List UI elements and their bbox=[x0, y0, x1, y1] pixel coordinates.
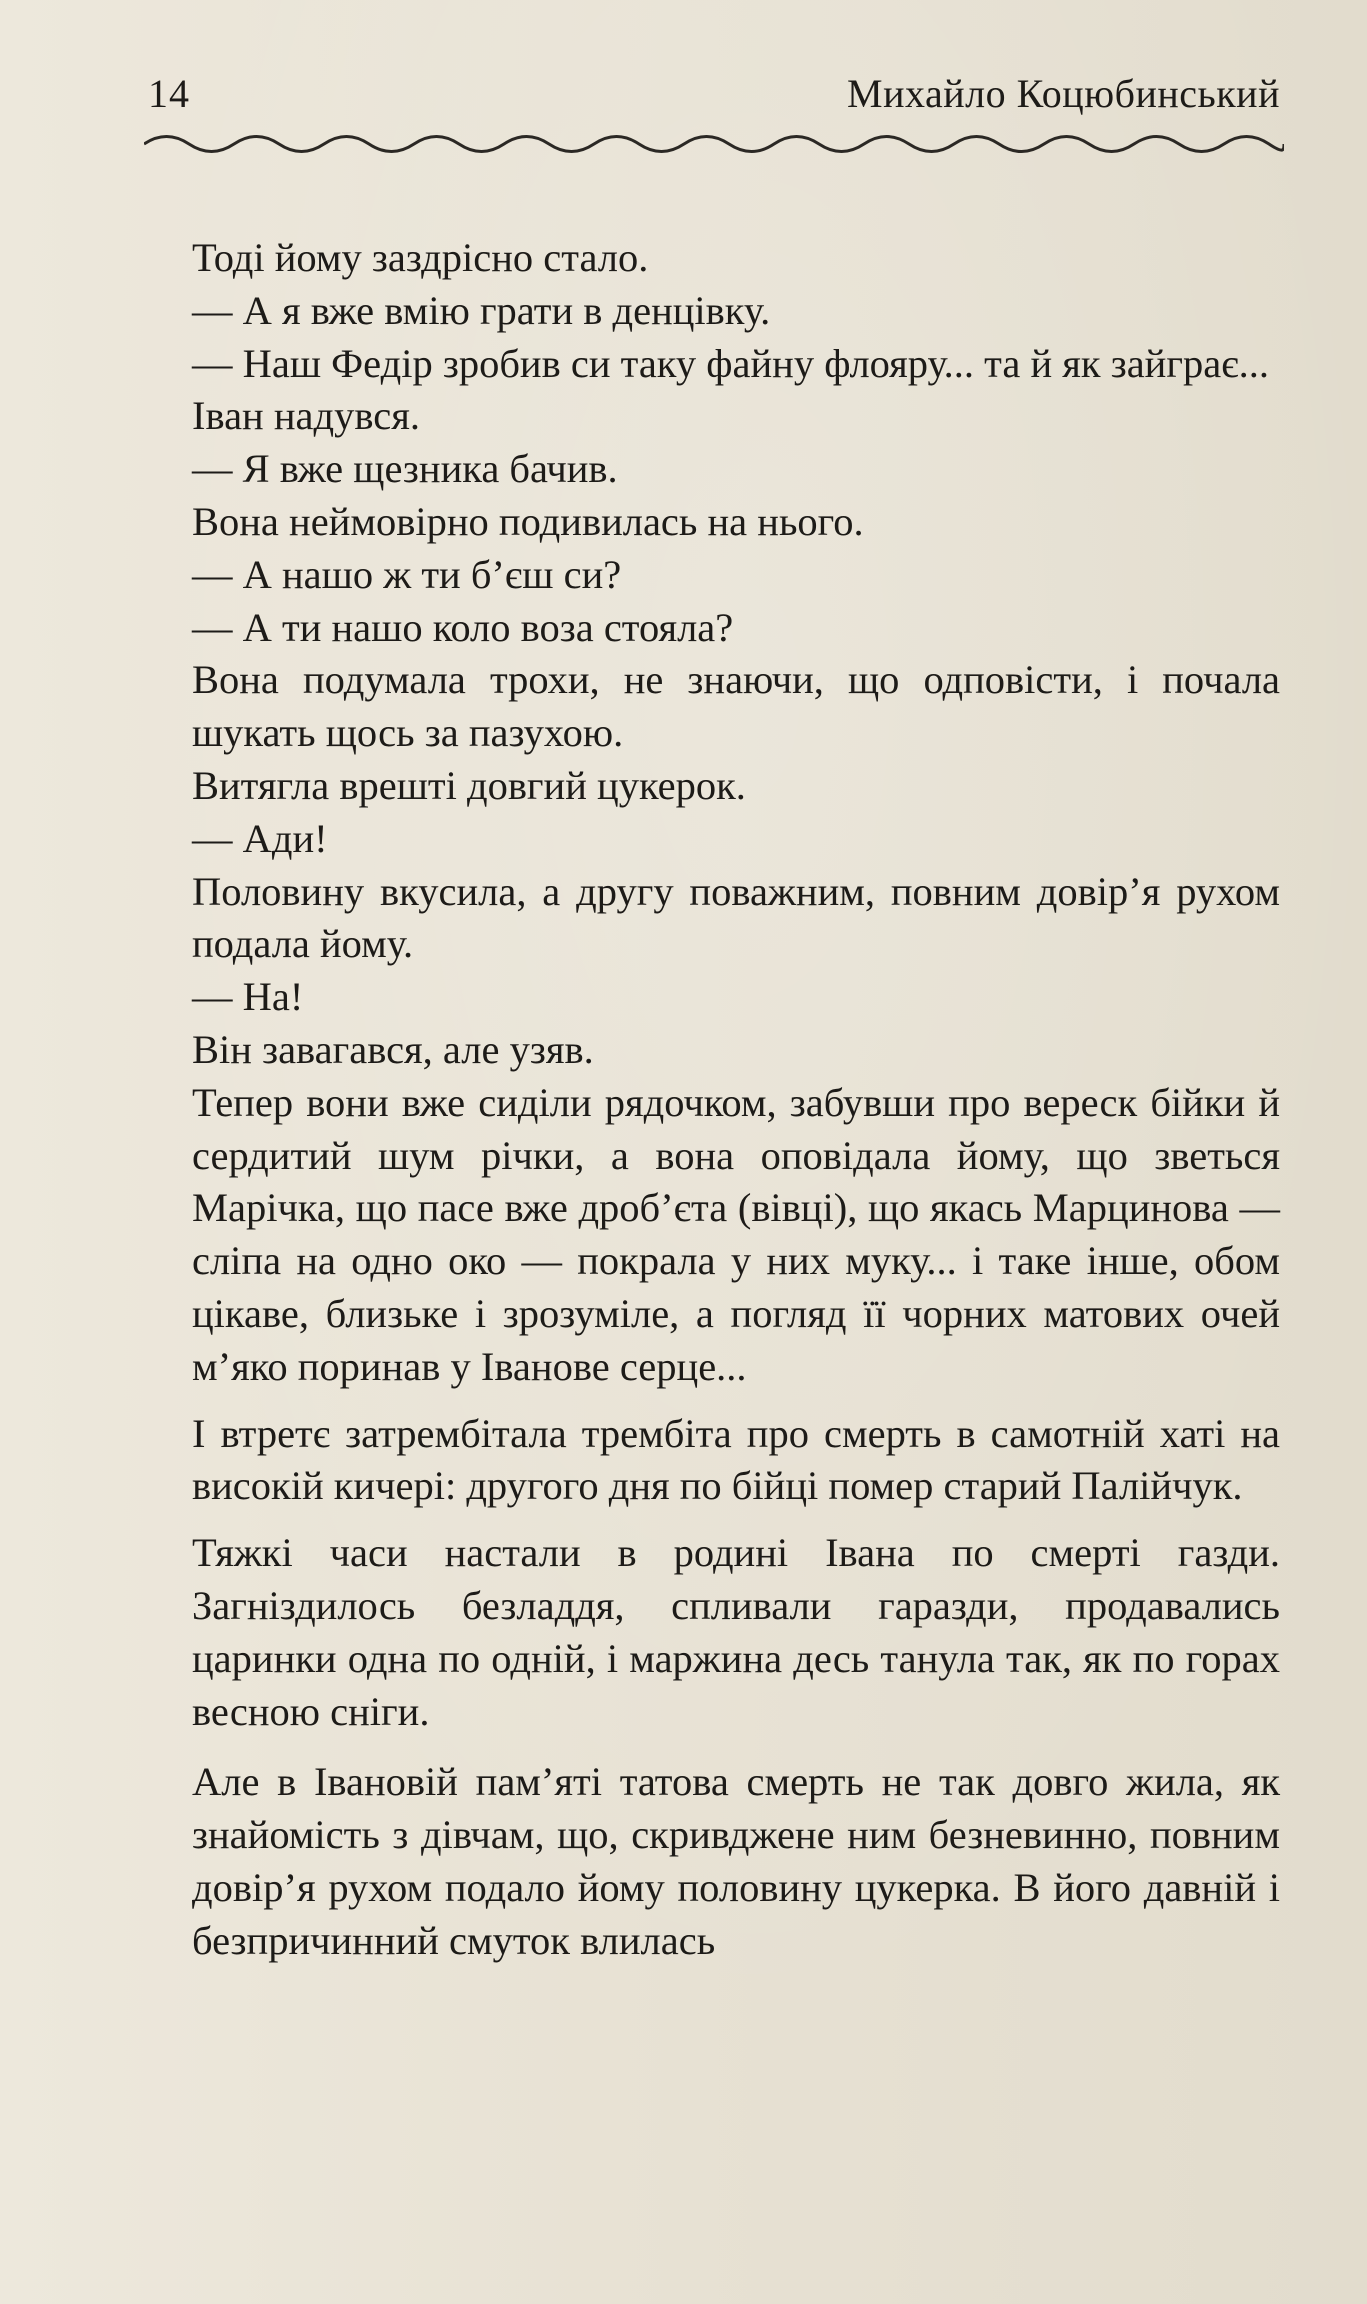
paragraph: — А ти нашо коло воза стояла? bbox=[192, 604, 734, 650]
paragraph: Тяжкі часи настали в родині Івана по смерті газди. Загніздилось безладдя, спливали гаразди, продавались царинки одна по одній, і маржина десь танула так, як по горах весною сніги. bbox=[192, 1530, 1280, 1734]
paragraph: — А я вже вмію грати в денцівку. bbox=[192, 287, 771, 333]
wavy-divider-line bbox=[144, 137, 1284, 152]
body-text bbox=[192, 232, 1280, 1968]
wavy-divider bbox=[144, 132, 1284, 156]
paragraph: — Я вже щезника бачив. bbox=[192, 446, 618, 492]
paragraph: — Наш Федір зробив си таку файну флояру... та й як зайграє... bbox=[192, 340, 1269, 386]
paragraph: Тепер вони вже сиділи рядочком, забувши про вереск бійки й сердитий шум річки, а вона оповідала йому, що зветься Марічка, що пасе вже дроб’єта (вівці), що якась Марцинова — сліпа на одно око — покрала у них муку... і таке інше, обом цікаве, близьке і зрозуміле, а погляд її чорних матових очей м’яко поринав у Іванове серце... bbox=[192, 1079, 1280, 1389]
paragraph: Половину вкусила, а другу поважним, повним довір’я рухом подала йому. bbox=[192, 868, 1280, 967]
paragraph: Вона неймовірно подивилась на нього. bbox=[192, 498, 864, 544]
paragraph: Тоді йому заздрісно стало. bbox=[192, 235, 649, 280]
paragraph: І втретє затрембітала трембіта про смерть в самотній хаті на високій кичері: другого дня по бійці помер старий Палійчук. bbox=[192, 1410, 1280, 1509]
paragraph: Але в Івановій пам’яті татова смерть не так довго жила, як знайомість з дівчам, що, скривджене ним безневинно, повним довір’я рухом подало йому половину цукерка. В його давній і безпричинний смуток влилась bbox=[192, 1759, 1280, 1963]
paragraph: — На! bbox=[192, 974, 304, 1020]
paragraph: — А нашо ж ти б’єш си? bbox=[192, 551, 622, 597]
running-title: Михайло Коцюбинський bbox=[847, 71, 1280, 116]
paragraph: Іван надувся. bbox=[192, 393, 420, 439]
paragraph: — Ади! bbox=[192, 815, 328, 861]
page-header bbox=[148, 62, 1280, 132]
paragraph: Витягла врешті довгий цукерок. bbox=[192, 762, 746, 808]
paragraph: Вона подумала трохи, не знаючи, що одповісти, і почала шукать щось за пазухою. bbox=[192, 657, 1280, 756]
paragraph: Він завагався, але узяв. bbox=[192, 1026, 594, 1072]
page-number: 14 bbox=[148, 71, 190, 116]
